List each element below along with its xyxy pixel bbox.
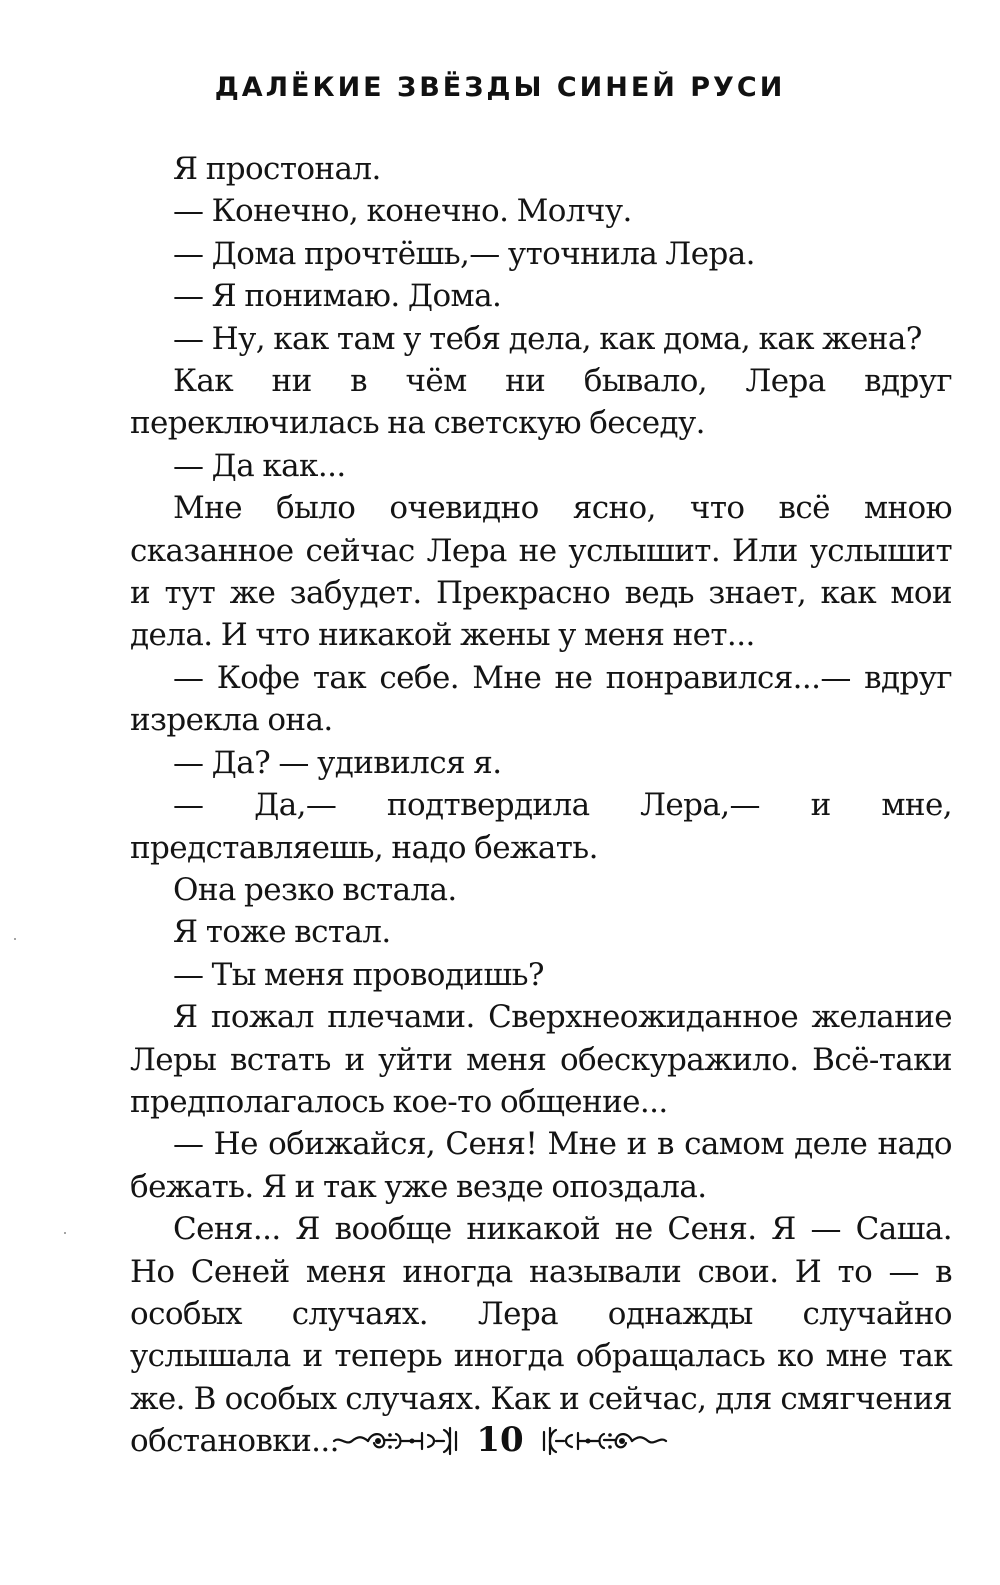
paragraph: — Да? — удивился я. <box>173 744 502 781</box>
paragraph: — Да как... <box>173 447 346 484</box>
paragraph: Я простонал. <box>173 151 381 187</box>
paragraph: — Да,— подтвердила Лера,— и мне, представляешь, надо бежать. <box>130 787 952 866</box>
running-title: ДАЛЁКИЕ ЗВЁЗДЫ СИНЕЙ РУСИ <box>214 72 786 103</box>
paper-speck <box>64 1232 66 1234</box>
paragraph: — Ты меня проводишь? <box>173 956 544 993</box>
scroll-flourish-right-icon <box>538 1422 668 1458</box>
paragraph: Она резко встала. <box>173 871 457 908</box>
paragraph: — Конечно, конечно. Молчу. <box>173 193 632 230</box>
page-number: 10 <box>476 1420 524 1460</box>
paragraph: Мне было очевидно ясно, что всё мною сказанное сейчас Лера не услышит. Или услышит и тут же забудет. Прекрасно ведь знает, как мои дела. И что никакой жены у меня нет... <box>130 490 952 654</box>
paragraph: — Дома прочтёшь,— уточнила Лера. <box>173 235 755 272</box>
body-text <box>130 148 952 1463</box>
paper-speck <box>14 938 16 940</box>
paragraph: Я тоже встал. <box>173 914 391 951</box>
page-footer <box>0 1415 1000 1465</box>
paragraph: — Не обижайся, Сеня! Мне и в самом деле надо бежать. Я и так уже везде опоздала. <box>130 1126 952 1205</box>
paragraph: Сеня... Я вообще никакой не Сеня. Я — Саша. Но Сеней меня иногда называли свои. И то — в особых случаях. Лера однажды случайно услышала и теперь иногда обращалась ко мне так же. В особых случаях. Как и сейчас, для смягчения обстановки... <box>130 1211 952 1460</box>
paragraph: Как ни в чём ни бывало, Лера вдруг переключилась на светскую беседу. <box>130 363 952 442</box>
scroll-flourish-left-icon <box>332 1422 462 1458</box>
paragraph: — Ну, как там у тебя дела, как дома, как жена? <box>173 320 922 357</box>
paragraph: — Кофе так себе. Мне не понравился...— вдруг изрекла она. <box>130 659 952 739</box>
paragraph: — Я понимаю. Дома. <box>173 278 502 315</box>
paragraph: Я пожал плечами. Сверхнеожиданное желание Леры встать и уйти меня обескуражило. Всё-таки предполагалось кое-то общение... <box>130 999 952 1120</box>
